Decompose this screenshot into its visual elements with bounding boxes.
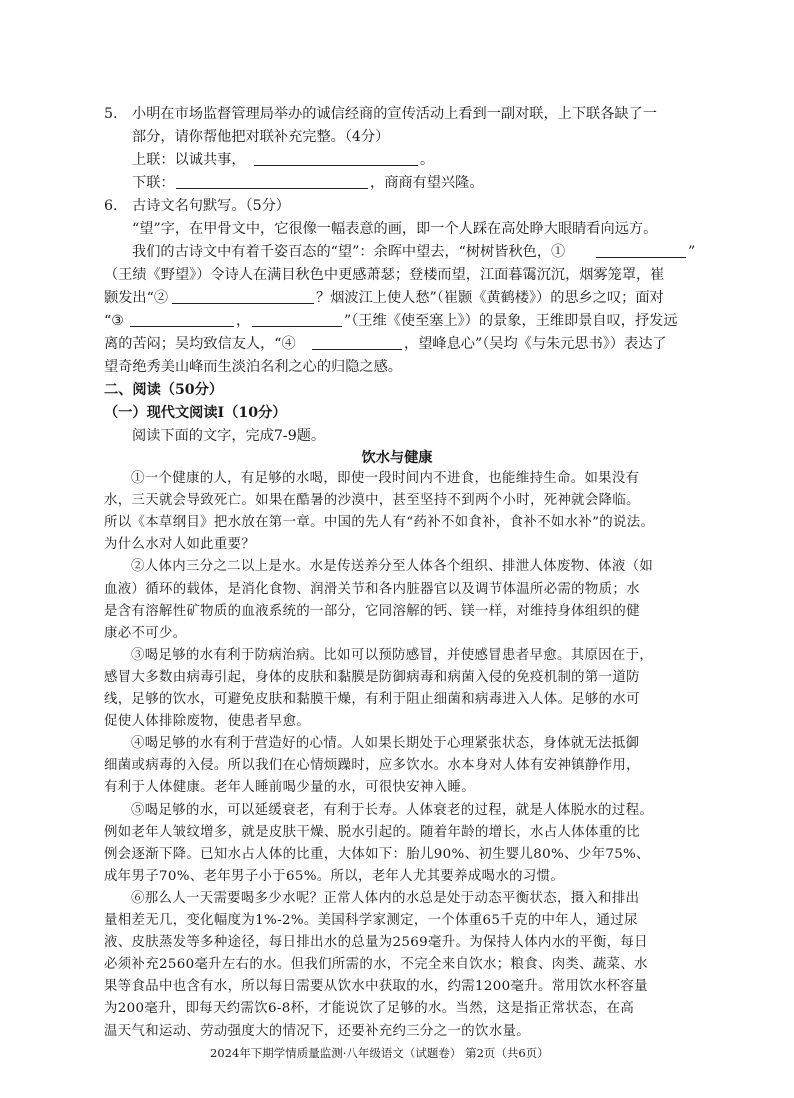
article-line-text: 细菌或病毒的入侵。所以我们在心情烦躁时，应多饮水。水本身对人体有安神镇静作用， [104, 758, 640, 774]
article-line-text: 温天气和运动、劳动强度大的情况下，还要补充约三分之一的饮水量。 [104, 1023, 530, 1039]
q6-text: （王绩《野望》）令诗人在满目秋色中更感萧瑟；登楼而望，江面暮霭沉沉，烟雾笼罩，崔 [104, 267, 665, 283]
q6-text: 颢发出“② [104, 290, 169, 306]
q6-blank-3a[interactable] [130, 312, 234, 327]
q6-blank-3b[interactable] [252, 312, 342, 327]
article-line-text: 液、皮肤蒸发等多种途径，每日排出水的总量为2569毫升。为保持人体内水的平衡，每日 [104, 935, 648, 951]
article-title: 饮水与健康 [361, 450, 433, 466]
article-line-text: 为什么水对人如此重要？ [104, 537, 256, 553]
article-line-text: 感冒大多数由病毒引起，身体的皮肤和黏膜是防御病毒和病菌入侵的免疫机制的第一道防 [104, 669, 640, 685]
article-line-text: 所以《本草纲目》把水放在第一章。中国的先人有“药补不如食补，食补不如水补”的说法。 [104, 515, 655, 531]
q6-text: 离的苦闷；吴均致信友人，“④ [104, 336, 296, 352]
q5-upper-blank[interactable] [254, 151, 418, 166]
article-line-text: ③喝足够的水有利于防病治病。比如可以预防感冒，并使感冒患者早愈。其原因在于， [131, 647, 654, 663]
q6-text: ， [236, 313, 251, 329]
q5-stem-line-1: 小明在市场监督管理局举办的诚信经商的宣传活动上看到一副对联，上下联各缺了一 [132, 106, 657, 122]
article-line-text: ①一个健康的人，有足够的水喝，即使一段时间内不进食，也能维持生命。如果没有 [131, 471, 640, 486]
q6-text: ？烟波江上使人愁”（崔颢《黄鹤楼》）的思乡之叹；面对 [316, 290, 664, 306]
q6-text: 望奇绝秀美山峰而生淡泊名利之心的归隐之感。 [104, 359, 402, 375]
article-line-text: 是含有溶解性矿物质的血液系统的一部分，它同溶解的钙、镁一样，对维持身体组织的健 [104, 603, 640, 619]
article-line-text: ⑥那么人一天需要喝多少水呢？正常人体内的水总是处于动态平衡状态，摄入和排出 [131, 890, 640, 906]
article-line-text: 康必不可少。 [104, 625, 187, 641]
section-heading-text: 二、阅读（50分） [104, 382, 224, 398]
article-line-text: 例如老年人皱纹增多，就是皮肤干燥、脱水引起的。随着年龄的增长，水占人体体重的比 [104, 824, 640, 840]
article-line-text: 水，三天就会导致死亡。如果在酷暑的沙漠中，甚至坚持不到两个小时，死神就会降临。 [104, 493, 640, 509]
q5-lower-label: 下联： [132, 175, 175, 191]
article-line-text: 血液）循环的载体，是消化食物、润滑关节和各内脏器官以及调节体温所必需的物质；水 [104, 581, 640, 597]
q5-stem-line-2: 部分，请你帮他把对联补充完整。（4分） [132, 129, 390, 145]
q6-text: ，望峰息心”（吴均《与朱元思书》）表达了 [404, 336, 667, 352]
q6-blank-4[interactable] [312, 335, 402, 350]
reading-instruction-text: 阅读下面的文字，完成7-9题。 [132, 428, 326, 444]
q6-text: 我们的古诗文中有着千姿百态的“望”：余晖中望去，“树树皆秋色，① [132, 244, 566, 260]
article-line-text: 必须补充2560毫升左右的水。但我们所需的水，不完全来自饮水；粮食、肉类、蔬菜、水 [104, 957, 648, 973]
article-line-text: 量相差无几，变化幅度为1%-2%。美国科学家测定，一个体重65千克的中年人，通过尿 [104, 913, 638, 928]
q5-upper-label: 上联：以诚共事， [132, 152, 246, 168]
article-line-text: ⑤喝足够的水，可以延缓衰老，有利于长寿。人体衰老的过程，就是人体脱水的过程。 [131, 802, 654, 818]
article-line-text: 有利于人体健康。老年人睡前喝少量的水，可很快安神入睡。 [104, 780, 475, 796]
q5-lower-end: ，商商有望兴隆。 [370, 175, 484, 191]
q6-blank-2[interactable] [172, 289, 314, 304]
article-line-text: 果等食品中也含有水，所以每日需要从饮水中获取的水，约需1200毫升。常用饮水杯容量 [104, 979, 648, 995]
q6-text: “望”字，在甲骨文中，它很像一幅表意的画，即一个人踩在高处睁大眼睛看向远方。 [132, 221, 658, 237]
article-line-text: 为200毫升，即每天约需饮6-8杯，才能说饮了足够的水。当然，这是指正常状态，在高 [104, 1001, 635, 1017]
q6-number: 6. [104, 198, 118, 214]
page-footer-text: 2024年下期学情质量监测·八年级语文（试题卷） 第2页（共6页） [210, 1046, 549, 1060]
q5-upper-end: 。 [420, 152, 435, 168]
article-line-text: ②人体内三分之二以上是水。水是传送养分至人体各个组织、排泄人体废物、体液（如 [131, 559, 654, 575]
q6-text: ” [688, 244, 696, 260]
article-line-text: 例会逐渐下降。已知水占人体的比重，大体如下：胎儿90%、初生婴儿80%、少年75%、 [104, 846, 650, 862]
q6-title: 古诗文名句默写。（5分） [132, 198, 290, 214]
q6-text: ”（王维《使至塞上》）的景象，王维即景自叹，抒发远 [344, 313, 678, 329]
q5-number: 5. [104, 106, 118, 122]
article-line-text: ④喝足够的水有利于营造好的心情。人如果长期处于心理紧张状态，身体就无法抵御 [131, 736, 640, 752]
q5-lower-blank[interactable] [176, 174, 368, 189]
article-line-text: 成年男子70%、老年男子小于65%。所以，老年人尤其要养成喝水的习惯。 [104, 868, 565, 884]
subsection-heading-text: （一）现代文阅读Ⅰ（10分） [104, 405, 287, 421]
q6-text: “③ [104, 313, 124, 329]
q6-blank-1[interactable] [596, 243, 686, 258]
article-line-text: 促使人体排除废物，使患者早愈。 [104, 714, 311, 730]
article-line-text: 线，足够的饮水，可避免皮肤和黏膜干燥，有利于阻止细菌和病毒进入人体。足够的水可 [104, 692, 640, 707]
